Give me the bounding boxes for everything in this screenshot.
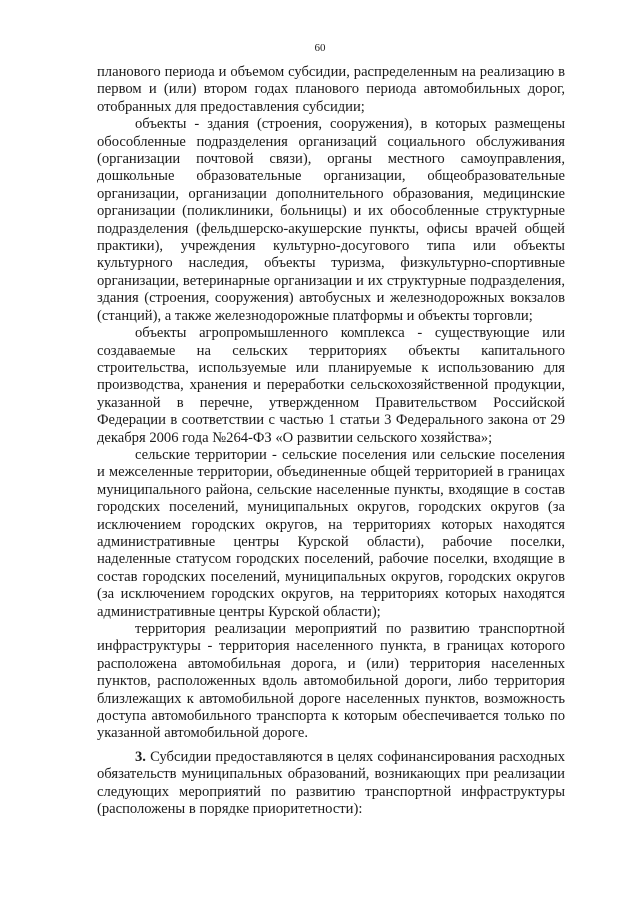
paragraph-agro-objects-definition: объекты агропромышленного комплекса - существующие или создаваемые на сельских территориях объекты капитального строительства, используемые или планируемые к использованию для производства, хранения и переработки сельскохозяйственной продукции, указанной в перечне, утвержденном Правительством Российской Федерации в соответствии с частью 1 статьи 3 Федерального закона от 29 декабря 2006 года №264-ФЗ «О развитии сельского хозяйства»; xyxy=(97,325,565,446)
section-number: 3. xyxy=(135,748,146,765)
section-3-text: Субсидии предоставляются в целях софинансирования расходных обязательств муниципальных образований, возникающих при реализации следующих мероприятий по развитию транспортной инфраструктуры (расположены в порядке приоритетности): xyxy=(97,748,565,818)
document-body xyxy=(97,64,565,818)
paragraph-continuation: планового периода и объемом субсидии, распределенным на реализацию в первом и (или) втором годах планового периода автомобильных дорог, отобранных для предоставления субсидии; xyxy=(97,64,565,115)
page-number: 60 xyxy=(314,42,326,54)
paragraph-objects-definition: объекты - здания (строения, сооружения), в которых размещены обособленные подразделения организаций социального обслуживания (организации почтовой связи), органы местного самоуправления, дошкольные образовательные организации, общеобразовательные организации, организации дополнительного образования, медицинские организации (поликлиники, больницы) и их обособленные структурные подразделения (фельдшерско-акушерские пункты, офисы врачей общей практики), учреждения культурно-досугового типа или объекты культурного наследия, объекты туризма, физкультурно-спортивные организации, ветеринарные организации и их структурные подразделения, здания (строения, сооружения) автобусных и железнодорожных вокзалов (станций), а также железнодорожные платформы и объекты торговли; xyxy=(97,116,565,324)
paragraph-rural-territories-definition: сельские территории - сельские поселения или сельские поселения и межселенные территории, объединенные общей территорией в границах муниципального района, сельские населенные пункты, входящие в состав городских поселений, муниципальных округов, городских округов (за исключением городских округов, на территориях которых находятся административные центры Курской области), рабочие поселки, наделенные статусом городских поселений, рабочие поселки, входящие в состав городских поселений, муниципальных округов, городских округов (за исключением городских округов, на территориях которых находятся административные центры Курской области); xyxy=(97,446,565,620)
paragraph-section-3 xyxy=(97,749,565,819)
paragraph-implementation-territory-definition: территория реализации мероприятий по развитию транспортной инфраструктуры - территория населенного пункта, в границах которого расположена автомобильная дорога, и (или) территория населенных пунктов, расположенных вдоль автомобильной дороги, либо территория близлежащих к автомобильной дороге населенных пунктов, возможность доступа автомобильного транспорта к которым обеспечивается только по указанной автомобильной дороге. xyxy=(97,621,565,742)
